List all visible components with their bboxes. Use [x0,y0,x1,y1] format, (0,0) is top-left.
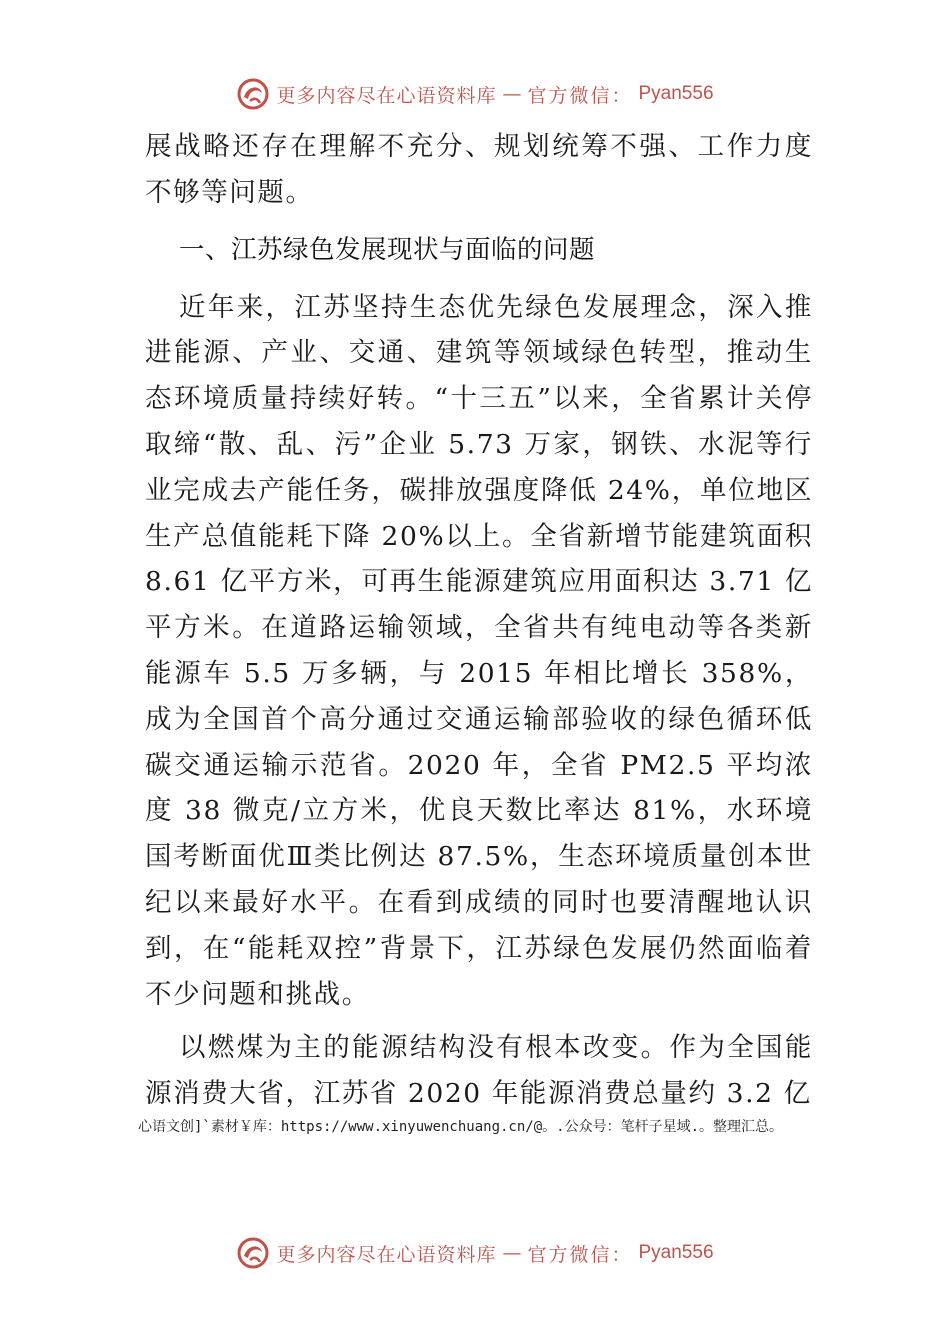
section-heading: 一、江苏绿色发展现状与面临的问题 [179,234,596,265]
footer-watermark [0,1233,950,1273]
watermark-account-label: 官方微信： [527,84,633,107]
swirl-logo-icon [236,1236,270,1270]
paragraph-status: 近年来，江苏坚持生态优先绿色发展理念，深入推进能源、产业、交通、建筑等领域绿色转型，推动生态环境质量持续好转。“十三五”以来，全省累计关停取缔“散、乱、污”企业 5.73 万家，钢铁、水泥等行业完成去产能任务，碳排放强度降低 24%，单位地区生产总值能耗下降 20%以上。全省新增节能建筑面积 8.61 亿平方米，可再生能源建筑应用面积达 3.71 亿平方米。在道路运输领域，全省共有纯电动等各类新能源车 5.5 万多辆，与 2015 年相比增长 358%，成为全国首个高分通过交通运输部验收的绿色循环低碳交通运输示范省。2020 年，全省 PM2.5 平均浓度 38 微克/立方米，优良天数比率达 81%，水环境国考断面优Ⅲ类比例达 87.5%，生态环境质量创本世纪以来最好水平。在看到成绩的同时也要清醒地认识到，在“能耗双控”背景下，江苏绿色发展仍然面临着不少问题和挑战。 [145,291,813,1010]
intro-continuation: 展战略还存在理解不充分、规划统筹不强、工作力度不够等问题。 [145,131,813,208]
watermark-main-text: 更多内容尽在心语资料库 [276,84,497,107]
watermark-dash: — [502,1242,522,1264]
paragraph-energy-structure: 以燃煤为主的能源结构没有根本改变。作为全国能源消费大省，江苏省 2020 年能源消费总量约 3.2 亿 [145,1032,813,1110]
watermark-dash: — [502,83,522,105]
header-watermark [0,74,950,114]
watermark-main-text: 更多内容尽在心语资料库 [276,1243,497,1266]
swirl-logo-icon [236,77,270,111]
source-note: 心语文创]`素材￥库：https://www.xinyuwenchuang.cn/@。.公众号：笔杆子星域.。整理汇总。 [138,1119,784,1135]
watermark-account-label: 官方微信： [527,1243,633,1266]
watermark-account-id: Pyan556 [638,1242,714,1263]
document-body [145,124,813,1117]
watermark-account-id: Pyan556 [638,83,714,104]
